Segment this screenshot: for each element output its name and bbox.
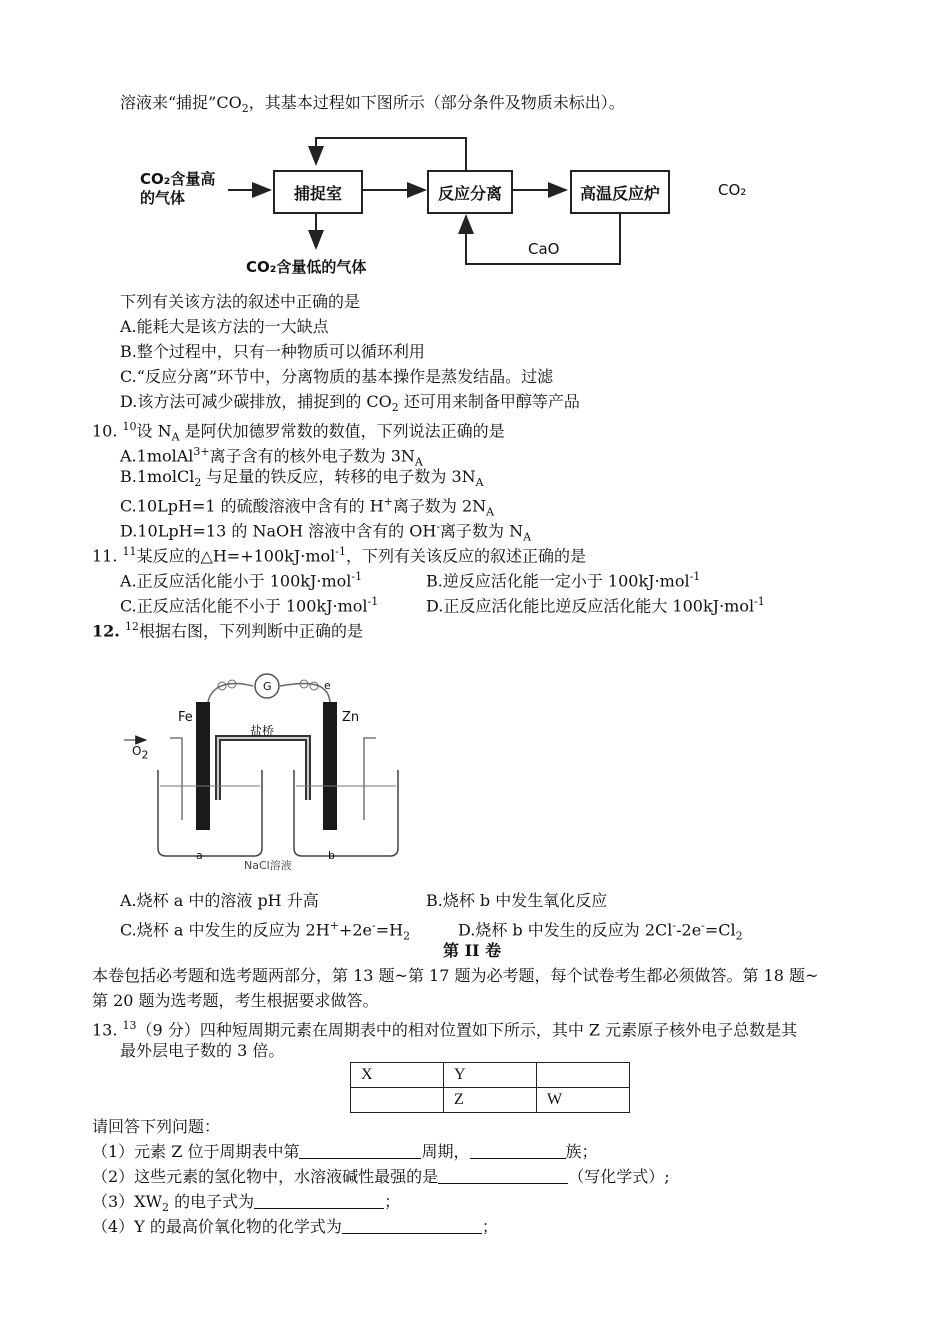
q13-prompt: 请回答下列问题：: [92, 1117, 221, 1136]
q9-option-c: C.“反应分离”环节中，分离物质的基本操作是蒸发结晶。过滤: [120, 367, 554, 386]
fe-label: Fe: [178, 710, 193, 725]
table-cell: Y: [444, 1063, 537, 1088]
q11-option-c: C.正反应活化能不小于 100kJ·mol$^{-1}$: [120, 595, 379, 616]
o2-label: $O_2$: [132, 744, 149, 762]
q13-stem-line2: 最外层电子数的 3 倍。: [120, 1041, 285, 1060]
table-cell: W: [537, 1088, 630, 1113]
electron-label: e: [324, 679, 331, 692]
reaction-separation-box: 反应分离: [427, 170, 513, 214]
zn-label: Zn: [342, 710, 360, 725]
q10-stem: 10. $^{10}$设 $N_A$ 是阿伏加德罗常数的数值，下列说法正确的是: [92, 420, 505, 444]
q10-option-c: C.10LpH=1 的硫酸溶液中含有的 H+离子数为 $2N_A$: [120, 495, 495, 519]
section-title: 第 II 卷: [443, 941, 502, 960]
q12-option-a: A.烧杯 a 中的溶液 pH 升高: [120, 891, 319, 910]
q13-part2: （2）这些元素的氢化物中，水溶液碱性最强的是 （写化学式）;: [92, 1167, 670, 1186]
salt-bridge-label: 盐桥: [250, 724, 275, 738]
output-co2-label: CO₂: [718, 181, 747, 199]
furnace-box: 高温反应炉: [570, 170, 670, 214]
input-gas-label: CO₂含量高 的气体: [140, 170, 216, 207]
galvanometer-label: G: [263, 680, 272, 693]
beaker-b-label: b: [328, 849, 335, 862]
q13-part1: （1）元素 Z 位于周期表中第 周期， 族；: [92, 1142, 598, 1161]
low-co2-gas-label: CO₂含量低的气体: [246, 258, 367, 276]
table-cell: Z: [444, 1088, 537, 1113]
q12-option-b: B.烧杯 b 中发生氧化反应: [426, 891, 608, 910]
q11-option-d: D.正反应活化能比逆反应活化能大 100kJ·mol$^{-1}$: [426, 595, 765, 616]
q10-option-b: B.1molCl$_2$ 与足量的铁反应，转移的电子数为 $3N_A$: [120, 467, 484, 490]
q9-option-b: B.整个过程中，只有一种物质可以循环利用: [120, 342, 425, 361]
intro-line: 溶液来“捕捉$”CO_2$，其基本过程如下图所示（部分条件及物质未标出）。: [120, 93, 625, 116]
answer-blank[interactable]: [299, 1142, 421, 1159]
q9-option-d: D.该方法可减少碳排放，捕捉到的 $CO_2$ 还可用来制备甲醇等产品: [120, 392, 580, 415]
q12-option-c: C.烧杯 a 中发生的反应为 $2H^++2e^-=H_2$: [120, 919, 411, 943]
section-desc-line2: 第 20 题为选考题，考生根据要求做答。: [92, 991, 379, 1010]
nacl-solution-label: NaCl溶液: [244, 859, 292, 872]
table-cell: [351, 1088, 444, 1113]
table-row: [351, 1063, 630, 1088]
capture-room-box: 捕捉室: [273, 170, 363, 214]
q9-stem: 下列有关该方法的叙述中正确的是: [120, 292, 361, 311]
cao-label: CaO: [528, 240, 560, 258]
co2-capture-flow-diagram: [130, 128, 747, 278]
beaker-a-label: a: [196, 849, 203, 862]
q11-option-b: B.逆反应活化能一定小于 100kJ·mol$^{-1}$: [426, 570, 701, 591]
answer-blank[interactable]: [342, 1217, 482, 1234]
q12-option-d: D.烧杯 b 中发生的反应为 $2Cl^--2e^-=Cl_2$: [458, 919, 743, 943]
q10-option-a: A.1molAl$^{3+}$离子含有的核外电子数为 $3N_A$: [120, 445, 423, 469]
table-row: [351, 1088, 630, 1113]
q9-option-a: A.能耗大是该方法的一大缺点: [120, 317, 329, 336]
section-desc-line1: 本卷包括必考题和选考题两部分，第 13 题~第 17 题为必考题，每个试卷考生都必须做答。第 18 题~: [92, 966, 819, 985]
answer-blank[interactable]: [254, 1192, 384, 1209]
table-cell: [537, 1063, 630, 1088]
answer-blank[interactable]: [470, 1142, 566, 1159]
fe-electrode: [196, 702, 210, 830]
q10-option-d: D.10LpH=13 的 NaOH 溶液中含有的 OH-离子数为 $N_A$: [120, 520, 532, 544]
q13-part3: $(3)XW_2$ 的电子式为 ；: [92, 1192, 401, 1215]
q12-stem: 12. $^{12}$根据右图，下列判断中正确的是: [92, 620, 363, 641]
galvanic-cell-figure: [118, 660, 418, 870]
answer-blank[interactable]: [438, 1167, 568, 1184]
periodic-table-fragment: [350, 1062, 630, 1113]
q11-option-a: A.正反应活化能小于 100kJ·mol$^{-1}$: [120, 570, 363, 591]
q13-part4: （4）Y 的最高价氧化物的化学式为 ；: [92, 1217, 498, 1236]
zn-electrode: [323, 702, 337, 830]
table-cell: X: [351, 1063, 444, 1088]
q13-stem-line1: 13. $^{13}$（9 分）四种短周期元素在周期表中的相对位置如下所示，其中 Z 元素原子核外电子总数是其: [92, 1019, 798, 1040]
q11-stem: 11. $^{11}$某反应的△H=+100kJ·mol$^{-1}$，下列有关该反应的叙述正确的是: [92, 545, 587, 566]
